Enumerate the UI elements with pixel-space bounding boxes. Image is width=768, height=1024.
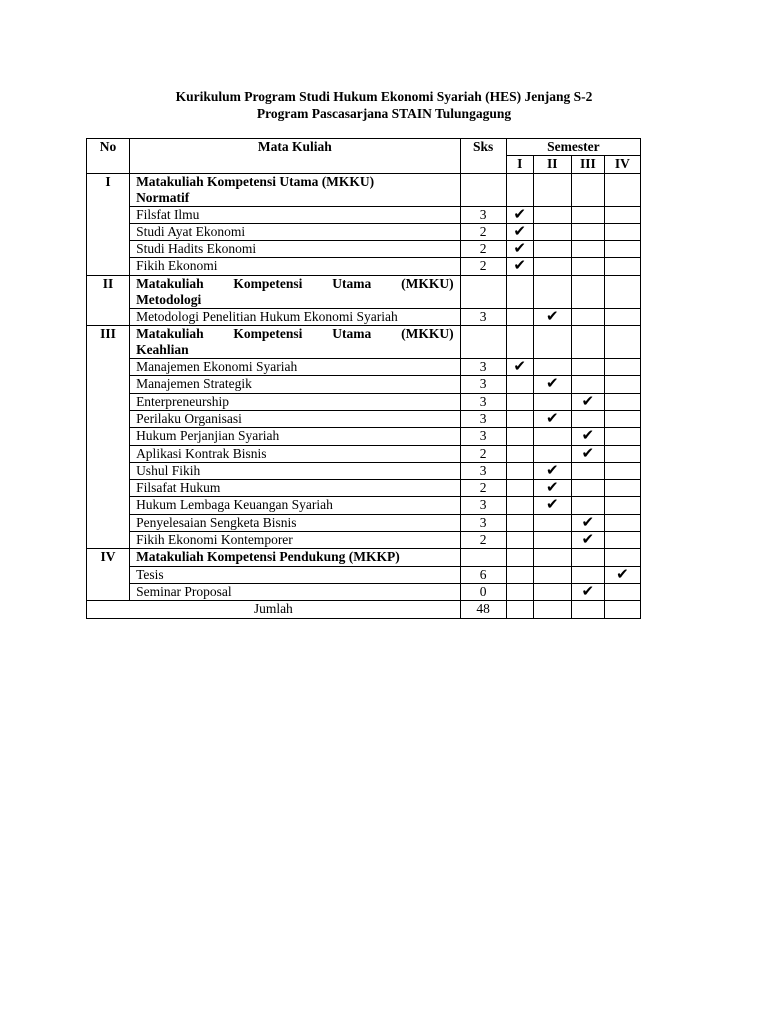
semester-cell: [571, 428, 604, 445]
course-row: [87, 566, 641, 583]
course-name: Metodologi Penelitian Hukum Ekonomi Syariah: [130, 308, 461, 325]
semester-cell: [571, 308, 604, 325]
course-sks: 3: [460, 393, 506, 410]
group-name-line1: [136, 276, 454, 292]
semester-cell: [604, 206, 640, 223]
semester-cell: [533, 532, 571, 549]
course-sks: 3: [460, 410, 506, 427]
semester-cell: [604, 583, 640, 600]
check-icon: ✔: [545, 480, 559, 497]
header-semester-2: II: [533, 156, 571, 173]
semester-cell: [533, 583, 571, 600]
semester-cell: [533, 445, 571, 462]
group-name-line1: [136, 174, 454, 190]
semester-cell: [604, 223, 640, 240]
semester-cell: [571, 445, 604, 462]
semester-cell: [506, 258, 533, 275]
course-row: [87, 206, 641, 223]
semester-cell: [533, 376, 571, 393]
semester-cell: [506, 359, 533, 376]
semester-cell: [533, 223, 571, 240]
group-sks-cell: [460, 173, 506, 206]
course-name: Hukum Perjanjian Syariah: [130, 428, 461, 445]
semester-cell: [604, 445, 640, 462]
document-title: Kurikulum Program Studi Hukum Ekonomi Syariah (HES) Jenjang S-2: [175, 89, 593, 104]
semester-cell: [571, 206, 604, 223]
semester-cell: [506, 514, 533, 531]
semester-cell: [604, 532, 640, 549]
total-label: Jumlah: [87, 601, 461, 618]
group-name-word: Matakuliah: [136, 326, 204, 342]
semester-cell: [604, 326, 640, 359]
course-row: [87, 359, 641, 376]
semester-cell: [533, 462, 571, 479]
semester-cell: [571, 410, 604, 427]
group-name-line1: [136, 549, 454, 565]
semester-cell: [604, 258, 640, 275]
semester-cell: [506, 326, 533, 359]
semester-cell: [506, 497, 533, 514]
course-name: Manajemen Ekonomi Syariah: [130, 359, 461, 376]
course-sks: 3: [460, 514, 506, 531]
semester-cell: [604, 428, 640, 445]
course-row: [87, 428, 641, 445]
check-icon: ✔: [545, 497, 559, 514]
course-sks: 2: [460, 241, 506, 258]
semester-cell: [571, 223, 604, 240]
group-name-word: Matakuliah Kompetensi Pendukung (MKKP): [136, 549, 400, 565]
semester-cell: [506, 532, 533, 549]
semester-cell: [604, 393, 640, 410]
group-row: [87, 275, 641, 308]
semester-cell: [533, 410, 571, 427]
course-row: [87, 445, 641, 462]
course-row: [87, 376, 641, 393]
group-row: [87, 549, 641, 566]
course-name: Tesis: [130, 566, 461, 583]
semester-cell: [533, 173, 571, 206]
group-number: II: [87, 275, 130, 325]
semester-cell: [571, 376, 604, 393]
total-row: [87, 601, 641, 618]
course-name: Filsafat Hukum: [130, 480, 461, 497]
group-sks-cell: [460, 549, 506, 566]
group-name: [130, 326, 461, 359]
group-name-word: (MKKU): [401, 326, 454, 342]
semester-cell: [506, 428, 533, 445]
header-semester-1: I: [506, 156, 533, 173]
group-name-word: Kompetensi: [233, 275, 303, 291]
check-icon: ✔: [545, 410, 559, 427]
course-row: [87, 480, 641, 497]
semester-cell: [604, 173, 640, 206]
semester-cell: [506, 583, 533, 600]
course-sks: 3: [460, 376, 506, 393]
course-name: Manajemen Strategik: [130, 376, 461, 393]
semester-cell: [533, 393, 571, 410]
semester-cell: [533, 601, 571, 618]
semester-cell: [604, 497, 640, 514]
semester-cell: [506, 223, 533, 240]
semester-cell: [571, 549, 604, 566]
group-name-word: Utama: [332, 326, 372, 342]
group-name: [130, 275, 461, 308]
semester-cell: [506, 241, 533, 258]
curriculum-table: [86, 138, 641, 619]
semester-cell: [571, 241, 604, 258]
semester-cell: [506, 410, 533, 427]
course-name: Penyelesaian Sengketa Bisnis: [130, 514, 461, 531]
course-row: [87, 532, 641, 549]
course-name: Filsfat Ilmu: [130, 206, 461, 223]
check-icon: ✔: [581, 428, 595, 445]
semester-cell: [506, 549, 533, 566]
group-name-word: (MKKU): [401, 275, 454, 291]
group-name-word: Utama: [332, 275, 372, 291]
semester-cell: [506, 206, 533, 223]
course-name: Fikih Ekonomi: [130, 258, 461, 275]
course-row: [87, 223, 641, 240]
course-name: Studi Hadits Ekonomi: [130, 241, 461, 258]
semester-cell: [604, 359, 640, 376]
group-name-word: Kompetensi: [233, 326, 303, 342]
semester-cell: [506, 308, 533, 325]
course-row: [87, 308, 641, 325]
semester-cell: [571, 326, 604, 359]
course-sks: 2: [460, 223, 506, 240]
course-name: Fikih Ekonomi Kontemporer: [130, 532, 461, 549]
course-sks: 0: [460, 583, 506, 600]
semester-cell: [533, 497, 571, 514]
course-name: Perilaku Organisasi: [130, 410, 461, 427]
semester-cell: [506, 462, 533, 479]
semester-cell: [533, 241, 571, 258]
course-row: [87, 462, 641, 479]
course-row: [87, 393, 641, 410]
semester-cell: [571, 566, 604, 583]
semester-cell: [533, 308, 571, 325]
semester-cell: [571, 514, 604, 531]
check-icon: ✔: [545, 376, 559, 393]
semester-cell: [571, 497, 604, 514]
check-icon: ✔: [616, 566, 629, 583]
group-name-line2: Keahlian: [136, 342, 189, 358]
check-icon: ✔: [545, 308, 559, 325]
group-name-line1: [136, 326, 454, 342]
course-sks: 2: [460, 258, 506, 275]
group-name-word: Matakuliah Kompetensi Utama (MKKU): [136, 173, 375, 189]
group-name-line2: Normatif: [136, 189, 190, 205]
semester-cell: [604, 480, 640, 497]
group-name-word: Matakuliah: [136, 275, 204, 291]
course-name: Studi Ayat Ekonomi: [130, 223, 461, 240]
course-name: Ushul Fikih: [130, 462, 461, 479]
group-name: [130, 549, 461, 566]
semester-cell: [604, 566, 640, 583]
semester-cell: [506, 445, 533, 462]
check-icon: ✔: [513, 206, 526, 223]
course-sks: 3: [460, 497, 506, 514]
course-sks: 2: [460, 532, 506, 549]
course-row: [87, 583, 641, 600]
group-name-line2: Metodologi: [136, 291, 202, 307]
semester-cell: [604, 275, 640, 308]
semester-cell: [533, 275, 571, 308]
course-name: Hukum Lembaga Keuangan Syariah: [130, 497, 461, 514]
course-sks: 2: [460, 480, 506, 497]
course-name: Aplikasi Kontrak Bisnis: [130, 445, 461, 462]
semester-cell: [533, 514, 571, 531]
semester-cell: [571, 173, 604, 206]
group-row: [87, 173, 641, 206]
course-sks: 3: [460, 308, 506, 325]
check-icon: ✔: [581, 583, 595, 600]
course-sks: 3: [460, 428, 506, 445]
semester-cell: [533, 359, 571, 376]
check-icon: ✔: [513, 359, 526, 376]
course-row: [87, 410, 641, 427]
semester-cell: [533, 326, 571, 359]
semester-cell: [571, 462, 604, 479]
header-mata-kuliah: Mata Kuliah: [130, 139, 461, 174]
semester-cell: [533, 258, 571, 275]
group-sks-cell: [460, 275, 506, 308]
header-semester-3: III: [571, 156, 604, 173]
semester-cell: [506, 480, 533, 497]
semester-cell: [604, 514, 640, 531]
semester-cell: [571, 258, 604, 275]
semester-cell: [506, 566, 533, 583]
semester-cell: [604, 241, 640, 258]
semester-cell: [533, 480, 571, 497]
semester-cell: [533, 206, 571, 223]
semester-cell: [506, 601, 533, 618]
course-row: [87, 258, 641, 275]
check-icon: ✔: [513, 223, 526, 240]
semester-cell: [604, 549, 640, 566]
semester-cell: [506, 275, 533, 308]
total-sks: 48: [460, 601, 506, 618]
group-row: [87, 326, 641, 359]
semester-cell: [506, 173, 533, 206]
course-sks: 3: [460, 359, 506, 376]
semester-cell: [571, 480, 604, 497]
check-icon: ✔: [581, 445, 595, 462]
group-number: I: [87, 173, 130, 275]
semester-cell: [571, 275, 604, 308]
check-icon: ✔: [513, 258, 526, 275]
check-icon: ✔: [545, 462, 559, 479]
check-icon: ✔: [581, 514, 595, 531]
semester-cell: [604, 601, 640, 618]
header-no: No: [87, 139, 130, 174]
semester-cell: [506, 393, 533, 410]
course-name: Enterpreneurship: [130, 393, 461, 410]
semester-cell: [571, 583, 604, 600]
course-sks: 2: [460, 445, 506, 462]
header-sks: Sks: [460, 139, 506, 174]
document-subtitle: Program Pascasarjana STAIN Tulungagung: [256, 106, 512, 121]
course-sks: 3: [460, 206, 506, 223]
check-icon: ✔: [581, 393, 595, 410]
header-semester: Semester: [506, 139, 640, 156]
semester-cell: [604, 462, 640, 479]
semester-cell: [533, 428, 571, 445]
check-icon: ✔: [581, 532, 595, 549]
semester-cell: [571, 532, 604, 549]
group-number: IV: [87, 549, 130, 601]
semester-cell: [604, 410, 640, 427]
group-number: III: [87, 326, 130, 549]
semester-cell: [571, 601, 604, 618]
course-row: [87, 497, 641, 514]
header-row: [87, 139, 641, 156]
course-row: [87, 241, 641, 258]
course-row: [87, 514, 641, 531]
group-name: [130, 173, 461, 206]
check-icon: ✔: [513, 241, 526, 258]
header-semester-4: IV: [604, 156, 640, 173]
semester-cell: [604, 308, 640, 325]
semester-cell: [571, 393, 604, 410]
semester-cell: [604, 376, 640, 393]
course-sks: 6: [460, 566, 506, 583]
semester-cell: [533, 549, 571, 566]
group-sks-cell: [460, 326, 506, 359]
course-name: Seminar Proposal: [130, 583, 461, 600]
course-sks: 3: [460, 462, 506, 479]
semester-cell: [533, 566, 571, 583]
semester-cell: [571, 359, 604, 376]
semester-cell: [506, 376, 533, 393]
